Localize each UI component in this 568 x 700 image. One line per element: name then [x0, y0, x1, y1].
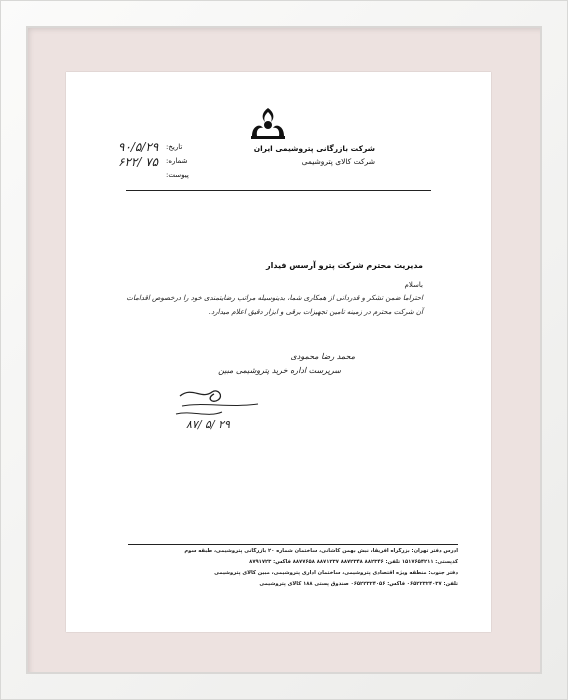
handwritten-date: ۹۰/۵/۲۹	[118, 140, 159, 154]
handwritten-signature-icon	[162, 378, 272, 434]
footer-south-office: دفتر جنوب: منطقه ویژه اقتصادی پتروشیمی، ساختمان اداری پتروشیمی، مبین کالای پتروشیمی	[214, 570, 458, 576]
letter-body: احتراما ضمن تشکر و قدردانی از همکاری شما، بدینوسیله مراتب رضایتمندی خود را درخصوص اقدامات آن شرکت محترم در زمینه تامین تجهیزات برقی و ابزار دقیق اعلام میدارد.	[126, 294, 423, 316]
footer-address: آدرس دفتر تهران: بزرگراه آفریقا، نبش بهمن کاشانی، ساختمان شماره ۲۰ بازرگانی پتروشیمی، طبقه سوم	[184, 548, 458, 554]
greeting: باسلام	[404, 281, 423, 289]
attachment-label: پیوست:	[166, 171, 189, 179]
signatory-name: محمد رضا محمودی	[290, 352, 355, 361]
header-divider	[126, 190, 431, 191]
date-label: تاریخ:	[166, 143, 183, 151]
handwritten-number: ۶۲۲/ ۷۵	[118, 155, 159, 169]
number-label: شماره:	[166, 157, 188, 165]
footer-contact: کدپستی: ۱۵۱۷۶۵۴۲۱۱ تلفن: ۸۸۲۳۴۶ ۸۸۷۲۳۴۸ ۸۸۷۱۲۳۷ ۸۸۷۷۶۵۸ فاکس: ۸۷۹۱۷۲۳	[249, 559, 458, 565]
footer-divider	[128, 544, 458, 545]
company-name: شرکت بازرگانی پتروشیمی ایران	[253, 144, 375, 153]
letter-page	[66, 72, 491, 632]
signature-date: ۸۷/ ۵/ ۲۹	[186, 418, 230, 431]
footer-south-contact: تلفن: ۰۶۵۲۲۳۲۴۰۳۷ فاکس: ۰۶۵۲۲۳۲۴۰۵۶ صندوق پستی ۱۸۸ کالای پتروشیمی	[259, 581, 458, 587]
division-name: شرکت کالای پتروشیمی	[301, 157, 375, 166]
signatory-title: سرپرست اداره خرید پتروشیمی مبین	[218, 366, 341, 375]
company-logo-icon	[248, 106, 288, 142]
recipient-line: مدیریت محترم شرکت پترو آرسس فیدار	[266, 261, 423, 270]
